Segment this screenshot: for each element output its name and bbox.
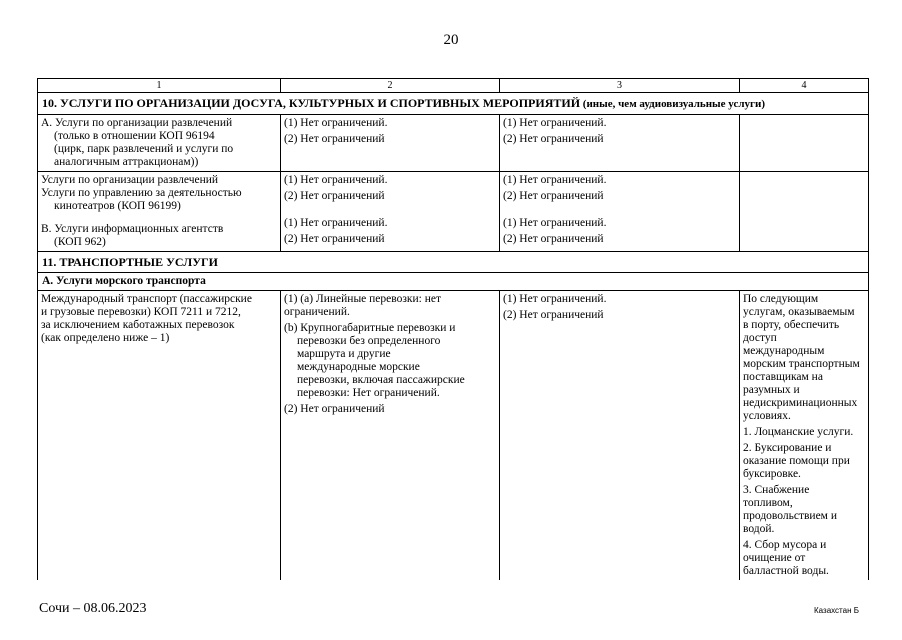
column-header-row xyxy=(38,79,869,93)
section-11-header-row xyxy=(38,252,869,273)
column-header-1: 1 xyxy=(38,79,281,93)
page-number: 20 xyxy=(443,32,459,48)
row-b-commitments xyxy=(740,172,869,252)
column-header-3: 3 xyxy=(500,79,740,93)
table-row xyxy=(38,291,869,581)
column-header-2: 2 xyxy=(281,79,500,93)
sea-transport-market-access: (1) (a) Линейные перевозки: нет ограничений. (b) Крупногабаритные перевозки и перевозки без определенного маршрута и другие международные морские перевозки, включая пассажирские перевозки: Нет ограничений. (2) Нет ограничений xyxy=(281,291,500,581)
row-a-national-treatment: (1) Нет ограничений. (2) Нет ограничений xyxy=(500,115,740,172)
section-10-note: (иные, чем аудиовизуальные услуги) xyxy=(580,98,765,110)
port-service-item: 2. Буксирование и оказание помощи при буксировке. xyxy=(743,442,850,480)
table-row xyxy=(38,172,869,252)
sea-transport-commitments xyxy=(740,291,869,581)
row-a-market-access: (1) Нет ограничений. (2) Нет ограничений xyxy=(281,115,500,172)
row-a-sector: A. Услуги по организации развлечений (только в отношении КОП 96194 (цирк, парк развлечений и услуги по аналогичным аттракционам)) xyxy=(38,115,281,172)
port-service-item: 3. Снабжение топливом, продовольствием и водой. xyxy=(743,484,837,535)
row-b-sector: Услуги по организации развлечений Услуги по управлению за деятельностью кинотеатров (КОП 96199) B. Услуги информационных агентств (КОП 962) xyxy=(38,172,281,252)
footer-date: Сочи – 08.06.2023 xyxy=(39,601,147,616)
subsection-11a-title: A. Услуги морского транспорта xyxy=(38,273,869,291)
section-11-title: 11. ТРАНСПОРТНЫЕ УСЛУГИ xyxy=(38,252,869,273)
subsection-11a-header-row xyxy=(38,273,869,291)
table-row xyxy=(38,115,869,172)
port-service-item: 4. Сбор мусора и очищение от балластной воды. xyxy=(743,539,829,577)
sea-transport-national-treatment: (1) Нет ограничений. (2) Нет ограничений xyxy=(500,291,740,581)
port-service-item: 1. Лоцманские услуги. xyxy=(743,426,854,438)
column-header-4: 4 xyxy=(740,79,869,93)
footer-country-code: Казахстан Б xyxy=(814,606,859,615)
row-b-market-access: (1) Нет ограничений. (2) Нет ограничений (1) Нет ограничений. (2) Нет ограничений xyxy=(281,172,500,252)
section-10-header-row xyxy=(38,93,869,115)
schedule-table xyxy=(37,78,869,580)
sea-transport-sector: Международный транспорт (пассажирские и грузовые перевозки) КОП 7211 и 7212, за исключением каботажных перевозок (как определено ниже – 1) xyxy=(38,291,281,581)
row-a-commitments xyxy=(740,115,869,172)
row-b-national-treatment: (1) Нет ограничений. (2) Нет ограничений (1) Нет ограничений. (2) Нет ограничений xyxy=(500,172,740,252)
section-10-title: 10. УСЛУГИ ПО ОРГАНИЗАЦИИ ДОСУГА, КУЛЬТУРНЫХ И СПОРТИВНЫХ МЕРОПРИЯТИЙ (иные, чем аудиовизуальные услуги) xyxy=(38,93,869,115)
port-services-intro: По следующим услугам, оказываемым в порту, обеспечить доступ международным морским транспортным поставщикам на разумных и недискриминационных условиях. xyxy=(743,293,860,422)
